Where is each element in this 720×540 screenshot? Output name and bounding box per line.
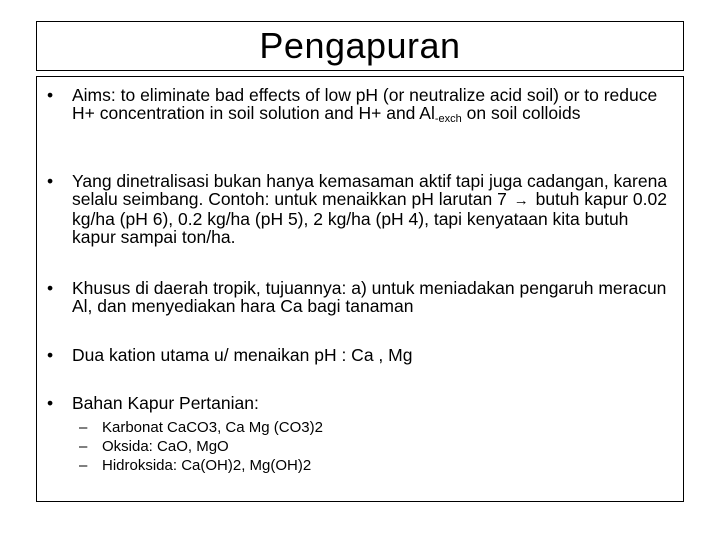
- bullet-netralisasi-text: Yang dinetralisasi bukan hanya kemasaman aktif tapi juga cadangan, karena selalu seimbang. Contoh: untuk menaikkan pH larutan 7: [72, 171, 668, 209]
- bullet-marker: •: [47, 278, 54, 298]
- sub-bullet-karbonat: [77, 418, 657, 437]
- arrow-right-icon: →: [513, 192, 529, 209]
- bullet-tropik: [45, 279, 677, 315]
- bullet-marker: •: [47, 393, 54, 413]
- bullet-netralisasi: [45, 172, 677, 246]
- bullet-bahan-kapur-text: Bahan Kapur Pertanian:: [72, 393, 259, 413]
- bullet-tropik-text: Khusus di daerah tropik, tujuannya: a) untuk meniadakan pengaruh meracun Al, dan menyediakan hara Ca bagi tanaman: [72, 278, 667, 316]
- bullet-marker: •: [47, 85, 54, 105]
- sub-bullet-marker: –: [79, 438, 88, 455]
- sub-bullet-text: Hidroksida: Ca(OH)2, Mg(OH)2: [102, 457, 312, 474]
- bullet-kation: [45, 346, 677, 364]
- bullet-netralisasi-text-end: butuh kapur 0.02 kg/ha (pH 6), 0.2 kg/ha (pH 5), 2 kg/ha (pH 4), tapi kenyataan kita butuh kapur sampai ton/ha.: [72, 189, 667, 247]
- bullet-marker: •: [47, 171, 54, 191]
- sub-bullet-hidroksida: [77, 456, 657, 475]
- sub-bullet-oksida: [77, 437, 657, 456]
- bullet-kation-text: Dua kation utama u/ menaikan pH : Ca , Mg: [72, 345, 413, 365]
- title-box: [36, 21, 684, 71]
- sub-bullet-marker: –: [79, 419, 88, 436]
- bullet-aims-text: Aims: to eliminate bad effects of low pH (or neutralize acid soil) or to reduce H+ concentration in soil solution and H+ and Al: [72, 85, 658, 123]
- sub-bullet-text: Oksida: CaO, MgO: [102, 438, 229, 455]
- bullet-aims: [45, 85, 677, 125]
- bullet-aims-text-end: on soil colloids: [461, 103, 581, 123]
- content-box: [36, 76, 684, 502]
- al-exch-subscript: -exch: [434, 113, 462, 125]
- slide-title: Pengapuran: [259, 25, 461, 66]
- sub-bullet-list: [77, 418, 657, 475]
- bullet-text: [72, 85, 677, 125]
- sub-bullet-text: Karbonat CaCO3, Ca Mg (CO3)2: [102, 419, 323, 436]
- bullet-marker: •: [47, 345, 54, 365]
- sub-bullet-marker: –: [79, 457, 88, 474]
- bullet-bahan-kapur: [45, 394, 677, 412]
- bullet-text: [72, 172, 677, 246]
